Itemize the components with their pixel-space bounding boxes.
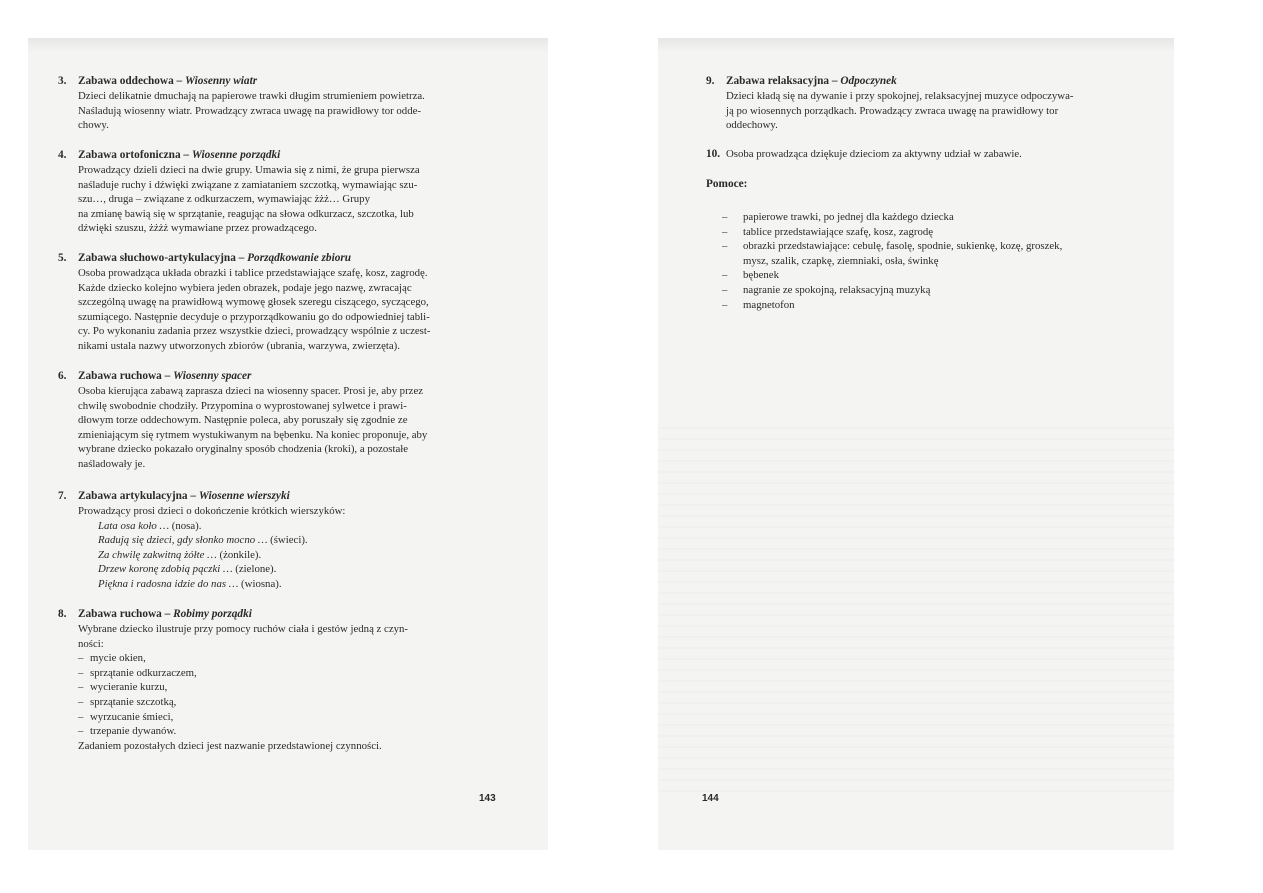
- section-heading: [58, 74, 494, 89]
- section-number: 9.: [706, 75, 715, 87]
- text-line: Dzieci kładą się na dywanie i przy spokojnej, relaksacyjnej muzyce odpoczywa-: [726, 90, 1074, 102]
- section-number: 6.: [58, 370, 67, 382]
- aid-item: [722, 298, 1146, 313]
- verse-answer: (wiosna).: [238, 577, 282, 590]
- section-body: [726, 89, 1142, 133]
- section-heading: [58, 607, 494, 622]
- section-9: [706, 74, 1142, 133]
- aid-item: [722, 283, 1146, 298]
- section-7: [58, 489, 494, 592]
- section-number: 10.: [706, 148, 721, 160]
- section-number: 7.: [58, 490, 67, 502]
- section-body: [78, 504, 494, 592]
- aid-dash: –: [722, 283, 728, 296]
- list-item-text: wyrzucanie śmieci,: [90, 710, 174, 723]
- aid-dash: –: [722, 269, 728, 282]
- aid-item: [722, 254, 1146, 269]
- section-text: Osoba prowadząca dziękuje dzieciom za aktywny udział w zabawie.: [726, 148, 1022, 160]
- section-title: Wiosenne porządki: [191, 149, 281, 161]
- text-line: szumiącego. Następnie decyduje o przyporządkowaniu go do odpowiedniej tabli-: [78, 310, 430, 323]
- section-label: Zabawa oddechowa –: [78, 75, 186, 87]
- list-dash: –: [78, 666, 84, 679]
- text-line: Każde dziecko kolejno wybiera jeden obrazek, podaje jego nazwę, zwracając: [78, 281, 412, 294]
- section-label: Zabawa relaksacyjna –: [726, 75, 841, 87]
- text-line: na zmianę bawią się w sprzątanie, reagując na słowa odkurzacz, szczotka, lub: [78, 207, 414, 220]
- text-line: szu…, druga – związane z odkurzaczem, wymawiając żżż… Grupy: [78, 193, 370, 206]
- section-label: Zabawa słuchowo-artykulacyjna –: [78, 252, 248, 264]
- list-dash: –: [78, 681, 84, 694]
- aid-item-text: mysz, szalik, czapkę, ziemniaki, osła, świnkę: [743, 254, 939, 267]
- text-line: Osoba prowadząca układa obrazki i tablice przedstawiające szafę, kosz, zagrodę.: [78, 267, 428, 279]
- aid-dash: –: [722, 225, 728, 238]
- section-heading: [58, 369, 494, 384]
- aid-item-text: nagranie ze spokojną, relaksacyjną muzyką: [743, 283, 931, 296]
- list-dash: –: [78, 725, 84, 738]
- text-line: dłowym torze oddechowym. Następnie poleca, aby poruszały się zgodnie ze: [78, 414, 408, 427]
- section-body: [78, 163, 494, 236]
- list-item: [78, 724, 494, 739]
- text-line: cy. Po wykonaniu zadania przez wszystkie dzieci, prowadzący wspólnie z uczest-: [78, 325, 431, 338]
- text-line: zmieniającym się rytmem wystukiwanym na bębenku. Na koniec proponuje, aby: [78, 428, 428, 441]
- aids-section: [706, 178, 1146, 312]
- verse-answer: (żonkile).: [216, 548, 262, 561]
- list-item-text: wycieranie kurzu,: [90, 681, 168, 694]
- text-line: chowy.: [78, 119, 109, 132]
- list-item-text: sprzątanie odkurzaczem,: [90, 666, 197, 679]
- aids-title: Pomoce:: [706, 178, 748, 190]
- aid-item: [722, 239, 1146, 254]
- section-label: Zabawa ortofoniczna –: [78, 149, 192, 161]
- text-line: Prowadzący dzieli dzieci na dwie grupy. Umawia się z nimi, że grupa pierwsza: [78, 164, 420, 176]
- verse-text: Za chwilę zakwitną żółte …: [98, 548, 217, 561]
- text-line: Naśladują wiosenny wiatr. Prowadzący zwraca uwagę na prawidłowy tor odde-: [78, 104, 421, 117]
- section-title: Wiosenny wiatr: [185, 75, 258, 87]
- section-heading: [58, 251, 494, 266]
- aid-item: [722, 225, 1146, 240]
- aid-dash: –: [722, 240, 728, 253]
- section-8: [58, 607, 494, 753]
- section-10: [706, 147, 1142, 162]
- section-number: 8.: [58, 608, 67, 620]
- verse-line: [78, 519, 494, 534]
- list-item-text: mycie okien,: [90, 652, 146, 665]
- text-line: chwilę swobodnie chodziły. Przypomina o wyprostowanej sylwetce i prawi-: [78, 399, 407, 412]
- aid-dash: –: [722, 298, 728, 311]
- verse-line: [78, 562, 494, 577]
- section-body: [78, 89, 494, 133]
- aid-item-text: papierowe trawki, po jednej dla każdego dziecka: [743, 211, 954, 223]
- text-line: ności:: [78, 637, 104, 650]
- text-line: dźwięki szuszu, żżżż wymawiane przez prowadzącego.: [78, 222, 317, 235]
- section-4: [58, 148, 494, 236]
- section-title: Porządkowanie zbioru: [247, 252, 352, 264]
- aid-item-text: bębenek: [743, 269, 779, 282]
- list-item-text: sprzątanie szczotką,: [90, 695, 177, 708]
- section-number: 5.: [58, 252, 67, 264]
- text-line: ją po wiosennych porządkach. Prowadzący zwraca uwagę na prawidłowy tor: [726, 104, 1059, 117]
- verse-line: [78, 533, 494, 548]
- list-dash: –: [78, 652, 84, 665]
- bleed-through-header: [658, 38, 1174, 52]
- closing-line: Zadaniem pozostałych dzieci jest nazwanie przedstawionej czynności.: [78, 739, 382, 752]
- section-number: 4.: [58, 149, 67, 161]
- section-body: [78, 622, 494, 753]
- aid-item: [722, 268, 1146, 283]
- text-line: naśladuje ruchy i dźwięki związane z zamiataniem szczotką, wymawiając szu-: [78, 178, 418, 191]
- section-label: Zabawa ruchowa –: [78, 608, 174, 620]
- text-line: Wybrane dziecko ilustruje przy pomocy ruchów ciała i gestów jedną z czyn-: [78, 623, 409, 635]
- section-heading: [706, 147, 1142, 162]
- page-number-right: 144: [702, 793, 719, 804]
- text-line: szczególną uwagę na prawidłową wymowę głosek szeregu ciszącego, syczącego,: [78, 296, 429, 309]
- section-title: Wiosenny spacer: [173, 370, 252, 382]
- aid-item-text: magnetofon: [743, 298, 795, 311]
- verse-text: Radują się dzieci, gdy słonko mocno …: [98, 534, 268, 547]
- text-line: wybrane dziecko pokazało oryginalny sposób chodzenia (kroki), a pozostałe: [78, 443, 409, 456]
- aid-dash: –: [722, 211, 728, 223]
- section-6: [58, 369, 494, 472]
- verse-text: Piękna i radosna idzie do nas …: [98, 577, 239, 590]
- list-item: [78, 666, 494, 681]
- section-heading: [58, 148, 494, 163]
- list-dash: –: [78, 695, 84, 708]
- section-title: Robimy porządki: [173, 608, 252, 620]
- text-line: Dzieci delikatnie dmuchają na papierowe trawki długim strumieniem powietrza.: [78, 90, 425, 102]
- text-line: nikami ustala nazwy utworzonych zbiorów (ubrania, warzywa, zwierzęta).: [78, 339, 400, 352]
- section-title: Odpoczynek: [840, 75, 897, 87]
- section-number: 3.: [58, 75, 67, 87]
- list-item-text: trzepanie dywanów.: [90, 725, 177, 738]
- verse-text: Drzew koronę zdobią pączki …: [98, 563, 233, 576]
- section-body: [78, 266, 494, 354]
- list-item: [78, 680, 494, 695]
- aid-item-text: tablice przedstawiające szafę, kosz, zagrodę: [743, 225, 934, 238]
- verse-answer: (świeci).: [267, 534, 308, 547]
- bleed-through-text: [658, 418, 1174, 798]
- list-dash: –: [78, 710, 84, 723]
- verse-answer: (zielone).: [232, 563, 277, 576]
- aids-list: [722, 210, 1146, 312]
- section-label: Zabawa ruchowa –: [78, 370, 174, 382]
- text-line: oddechowy.: [726, 119, 778, 132]
- intro-line: Prowadzący prosi dzieci o dokończenie krótkich wierszyków:: [78, 505, 346, 517]
- section-body: [78, 384, 494, 472]
- verse-text: Lata osa koło …: [98, 519, 170, 532]
- section-heading: [706, 74, 1142, 89]
- page-number-left: 143: [479, 793, 496, 804]
- list-item: [78, 695, 494, 710]
- section-5: [58, 251, 494, 354]
- section-3: [58, 74, 494, 133]
- list-item: [78, 651, 494, 666]
- list-item: [78, 710, 494, 725]
- bleed-through-header: [28, 38, 548, 52]
- verse-line: [78, 577, 494, 592]
- verse-answer: (nosa).: [169, 519, 202, 532]
- aid-item: [722, 210, 1146, 225]
- text-line: naśladowały je.: [78, 457, 146, 470]
- section-title: Wiosenne wierszyki: [198, 490, 290, 502]
- verse-line: [78, 548, 494, 563]
- section-label: Zabawa artykulacyjna –: [78, 490, 199, 502]
- aid-item-text: obrazki przedstawiające: cebulę, fasolę, spodnie, sukienkę, kozę, groszek,: [743, 240, 1063, 253]
- text-line: Osoba kierująca zabawą zaprasza dzieci na wiosenny spacer. Prosi je, aby przez: [78, 385, 424, 397]
- section-heading: [58, 489, 494, 504]
